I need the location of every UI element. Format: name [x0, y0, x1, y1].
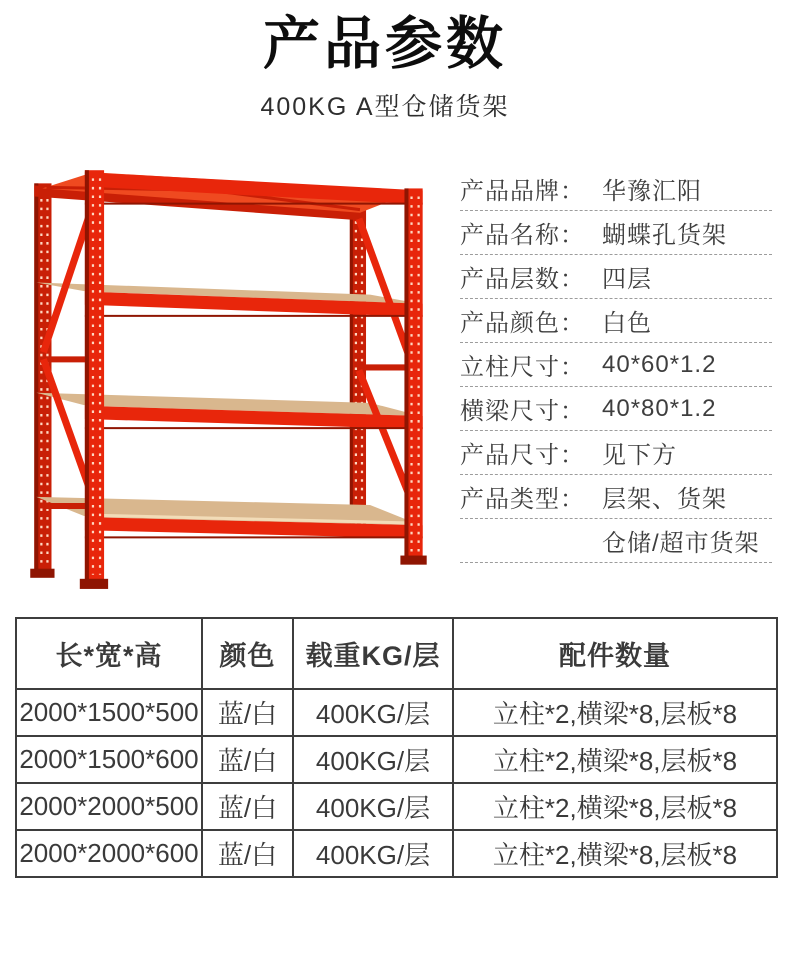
spec-value: 见下方 — [602, 442, 677, 469]
page-title: 产品参数 — [263, 12, 507, 76]
cell-parts: 立柱*2,横梁*8,层板*8 — [453, 783, 777, 830]
spec-row-post-size — [460, 343, 772, 387]
spec-value: 华豫汇阳 — [602, 178, 702, 205]
spec-list — [460, 167, 772, 563]
rack-right-braces — [359, 219, 411, 496]
spec-label: 产品品牌： — [460, 178, 585, 205]
cell-color: 蓝/白 — [202, 736, 293, 783]
spec-value: 蝴蝶孔货架 — [602, 222, 727, 249]
col-header-load: 载重KG/层 — [293, 618, 453, 689]
spec-label: 产品尺寸： — [460, 442, 585, 469]
size-table — [15, 617, 778, 878]
cell-load: 400KG/层 — [293, 736, 453, 783]
spec-value: 层架、货架 — [602, 486, 727, 513]
cell-dimensions: 2000*2000*500 — [16, 783, 202, 830]
page-subtitle: 400KG A型仓储货架 — [260, 92, 510, 121]
table-row — [16, 689, 777, 736]
spec-row-product-size — [460, 431, 772, 475]
cell-dimensions: 2000*1500*500 — [16, 689, 202, 736]
cell-color: 蓝/白 — [202, 830, 293, 877]
spec-label: 产品颜色： — [460, 310, 585, 337]
spec-label: 产品名称： — [460, 222, 585, 249]
spec-row-type-cont — [460, 519, 772, 563]
rack-illustration-svg — [8, 150, 453, 595]
cell-load: 400KG/层 — [293, 783, 453, 830]
spec-label: 横梁尺寸： — [460, 398, 585, 425]
spec-value: 白色 — [602, 310, 652, 337]
spec-label: 产品层数： — [460, 266, 585, 293]
spec-label: 产品类型： — [460, 486, 585, 513]
rack-front-beams — [85, 172, 423, 538]
cell-load: 400KG/层 — [293, 689, 453, 736]
cell-load: 400KG/层 — [293, 830, 453, 877]
cell-color: 蓝/白 — [202, 783, 293, 830]
spec-row-beam-size — [460, 387, 772, 431]
cell-parts: 立柱*2,横梁*8,层板*8 — [453, 689, 777, 736]
product-image — [8, 150, 453, 595]
spec-value: 仓储/超市货架 — [602, 530, 760, 557]
cell-color: 蓝/白 — [202, 689, 293, 736]
spec-value: 40*80*1.2 — [602, 394, 717, 422]
cell-parts: 立柱*2,横梁*8,层板*8 — [453, 736, 777, 783]
table-row — [16, 736, 777, 783]
spec-value: 40*60*1.2 — [602, 350, 717, 378]
col-header-parts: 配件数量 — [453, 618, 777, 689]
spec-value: 四层 — [602, 266, 652, 293]
table-row — [16, 830, 777, 877]
spec-row-layers — [460, 255, 772, 299]
spec-row-color — [460, 299, 772, 343]
size-table-header-row — [16, 618, 777, 689]
header — [0, 14, 770, 123]
cell-parts: 立柱*2,横梁*8,层板*8 — [453, 830, 777, 877]
cell-dimensions: 2000*1500*600 — [16, 736, 202, 783]
rack-front-right-post — [400, 188, 426, 564]
col-header-color: 颜色 — [202, 618, 293, 689]
cell-dimensions: 2000*2000*600 — [16, 830, 202, 877]
spec-row-type — [460, 475, 772, 519]
spec-label: 立柱尺寸： — [460, 354, 585, 381]
spec-row-name — [460, 211, 772, 255]
table-row — [16, 783, 777, 830]
spec-row-brand — [460, 167, 772, 211]
col-header-dimensions: 长*宽*高 — [16, 618, 202, 689]
